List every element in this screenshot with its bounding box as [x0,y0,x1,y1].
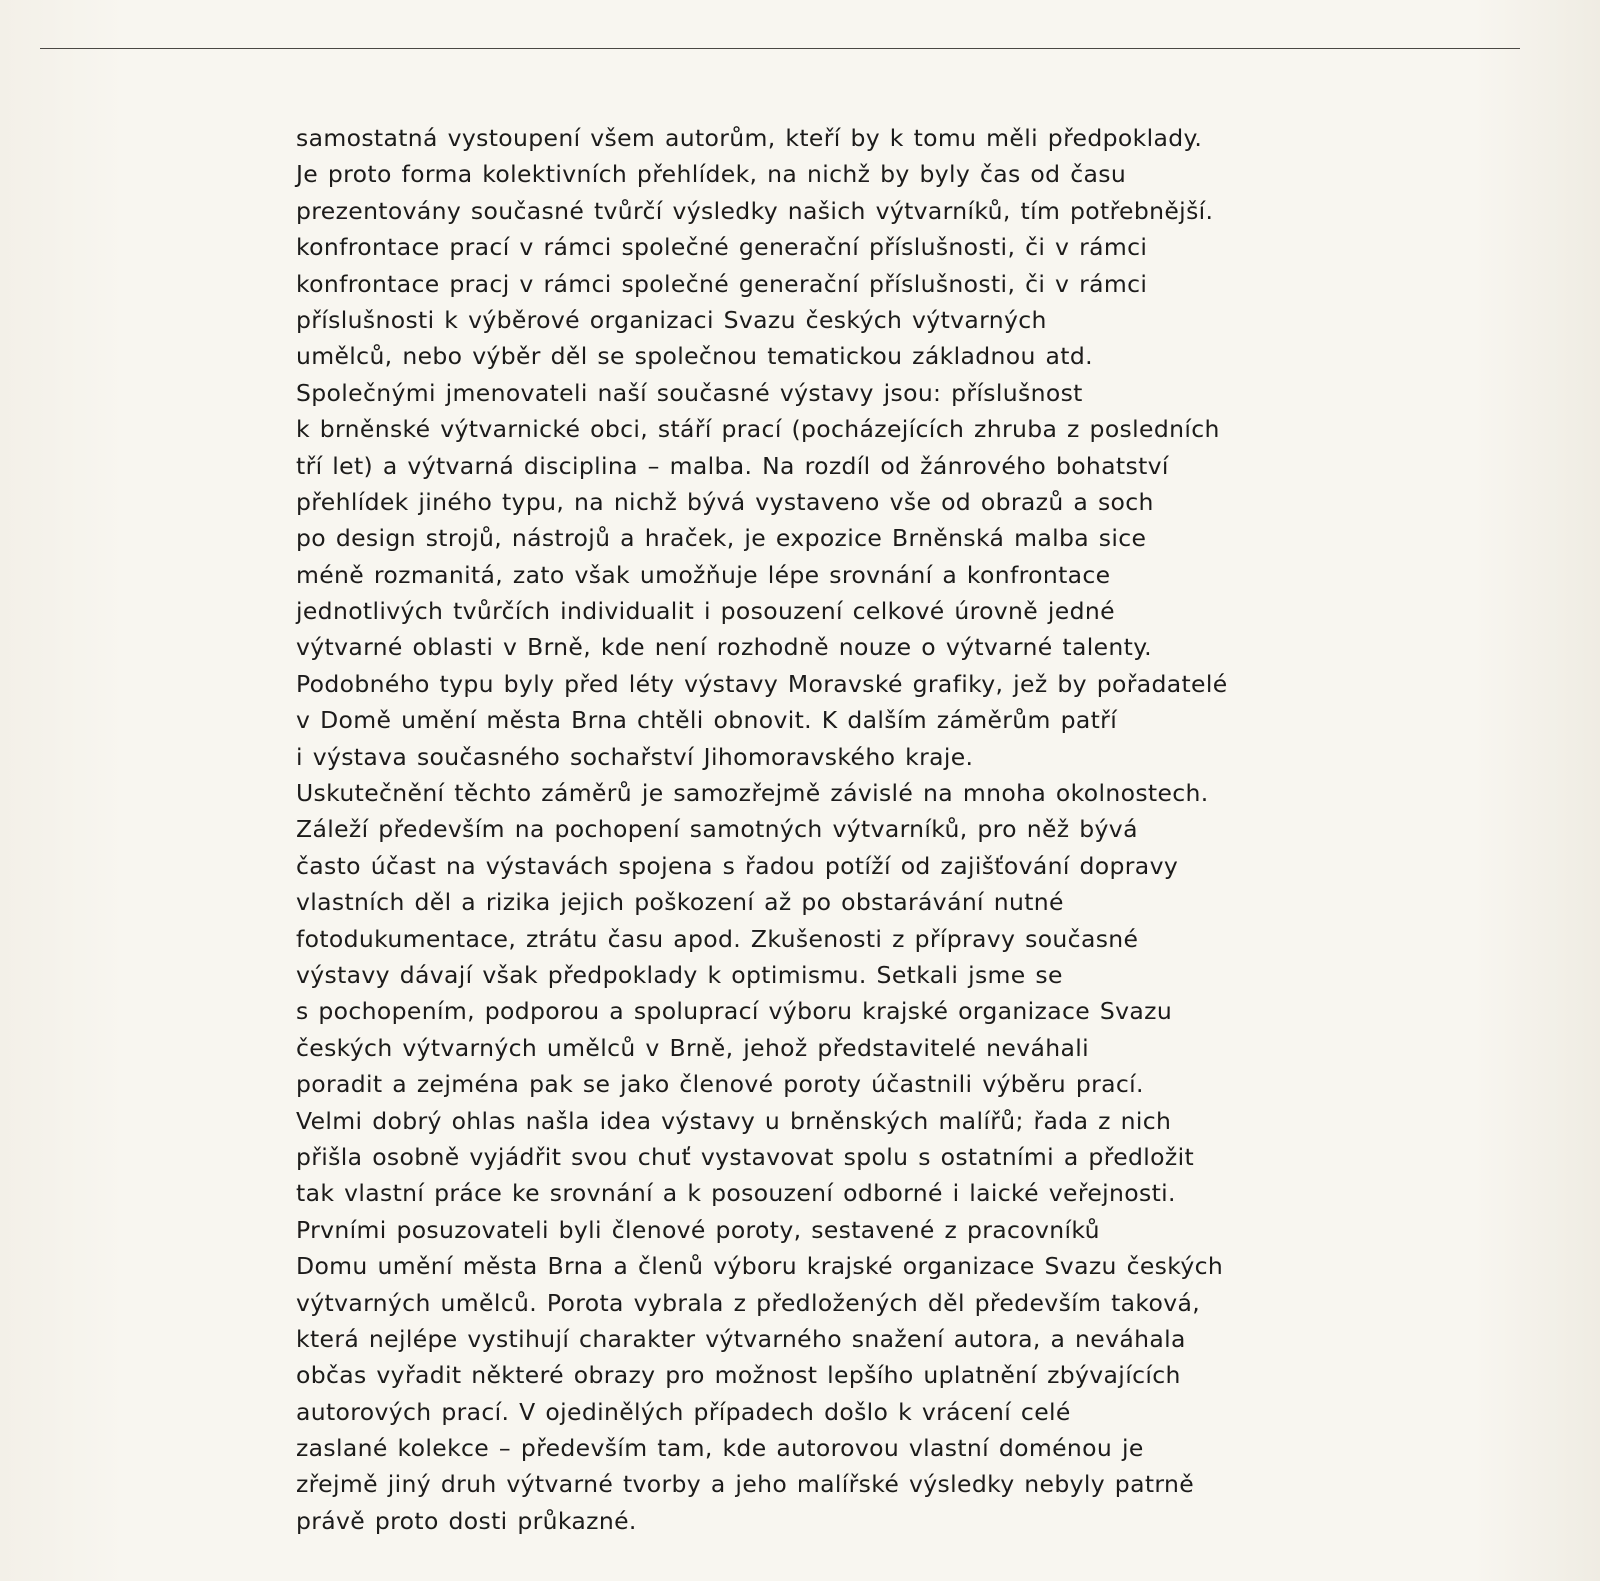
text-line: k brněnské výtvarnické obci, stáří prací (pocházejících zhruba z posledních [296,415,1220,444]
text-line: právě proto dosti průkazné. [296,1506,637,1535]
text-line: samostatná vystoupení všem autorům, kteří by k tomu měli předpoklady. [296,124,1203,152]
text-line: Domu umění města Brna a členů výboru krajské organizace Svazu českých [296,1252,1224,1281]
text-line: méně rozmanitá, zato však umožňuje lépe srovnání a konfrontace [296,560,1111,589]
text-line: Prvními posuzovateli byli členové poroty, sestavené z pracovníků [296,1215,1100,1244]
text-line: konfrontace prací v rámci společné generační příslušnosti, či v rámci [296,233,1148,262]
body-text [296,120,1296,1539]
text-line: umělců, nebo výběr děl se společnou tematickou základnou atd. [296,342,1093,371]
text-line: která nejlépe vystihují charakter výtvarného snažení autora, a neváhala [296,1324,1186,1353]
text-line: Společnými jmenovateli naší současné výstavy jsou: příslušnost [296,378,1083,407]
text-line: s pochopením, podporou a spoluprací výboru krajské organizace Svazu [296,997,1173,1026]
top-rule [40,48,1520,49]
text-line: Podobného typu byly před léty výstavy Moravské grafiky, jež by pořadatelé [296,669,1228,698]
text-line: tak vlastní práce ke srovnání a k posouzení odborné i laické veřejnosti. [296,1179,1176,1208]
text-line: Je proto forma kolektivních přehlídek, na nichž by byly čas od času [296,160,1127,189]
text-line: výstavy dávají však předpoklady k optimismu. Setkali jsme se [296,960,1063,989]
text-line: často účast na výstavách spojena s řadou potíží od zajišťování dopravy [296,851,1179,880]
text-line: tří let) a výtvarná disciplina – malba. Na rozdíl od žánrového bohatství [296,451,1169,480]
text-line: přišla osobně vyjádřit svou chuť vystavovat spolu s ostatními a předložit [296,1142,1195,1171]
text-line: poradit a zejména pak se jako členové poroty účastnili výběru prací. [296,1070,1144,1099]
text-line: výtvarných umělců. Porota vybrala z předložených děl především taková, [296,1288,1201,1317]
text-line: Velmi dobrý ohlas našla idea výstavy u brněnských malířů; řada z nich [296,1106,1172,1135]
text-line: zaslané kolekce – především tam, kde autorovou vlastní doménou je [296,1434,1144,1463]
text-line: výtvarné oblasti v Brně, kde není rozhodně nouze o výtvarné talenty. [296,633,1152,662]
text-line: v Domě umění města Brna chtěli obnovit. K dalším záměrům patří [296,706,1118,735]
text-line: Záleží především na pochopení samotných výtvarníků, pro něž bývá [296,815,1138,844]
text-line: autorových prací. V ojedinělých případech došlo k vrácení celé [296,1397,1071,1426]
text-line: prezentovány současné tvůrčí výsledky našich výtvarníků, tím potřebnější. [296,196,1214,225]
text-line: příslušnosti k výběrové organizaci Svazu českých výtvarných [296,305,1047,334]
text-line: zřejmě jiný druh výtvarné tvorby a jeho malířské výsledky nebyly patrně [296,1470,1195,1499]
text-line: fotodukumentace, ztrátu času apod. Zkušenosti z přípravy současné [296,924,1139,953]
text-line: Uskutečnění těchto záměrů je samozřejmě závislé na mnoha okolnostech. [296,779,1209,808]
text-line: vlastních děl a rizika jejich poškození až po obstarávání nutné [296,888,1064,917]
text-line: po design strojů, nástrojů a hraček, je expozice Brněnská malba sice [296,524,1147,553]
text-line: občas vyřadit některé obrazy pro možnost lepšího uplatnění zbývajících [296,1361,1181,1390]
text-line: českých výtvarných umělců v Brně, jehož představitelé neváhali [296,1033,1089,1062]
text-line: přehlídek jiného typu, na nichž bývá vystaveno vše od obrazů a soch [296,487,1154,516]
text-line: konfrontace pracj v rámci společné generační příslušnosti, či v rámci [296,269,1148,298]
text-line: i výstava současného sochařství Jihomoravského kraje. [296,742,974,771]
text-line: jednotlivých tvůrčích individualit i posouzení celkové úrovně jedné [296,597,1115,626]
